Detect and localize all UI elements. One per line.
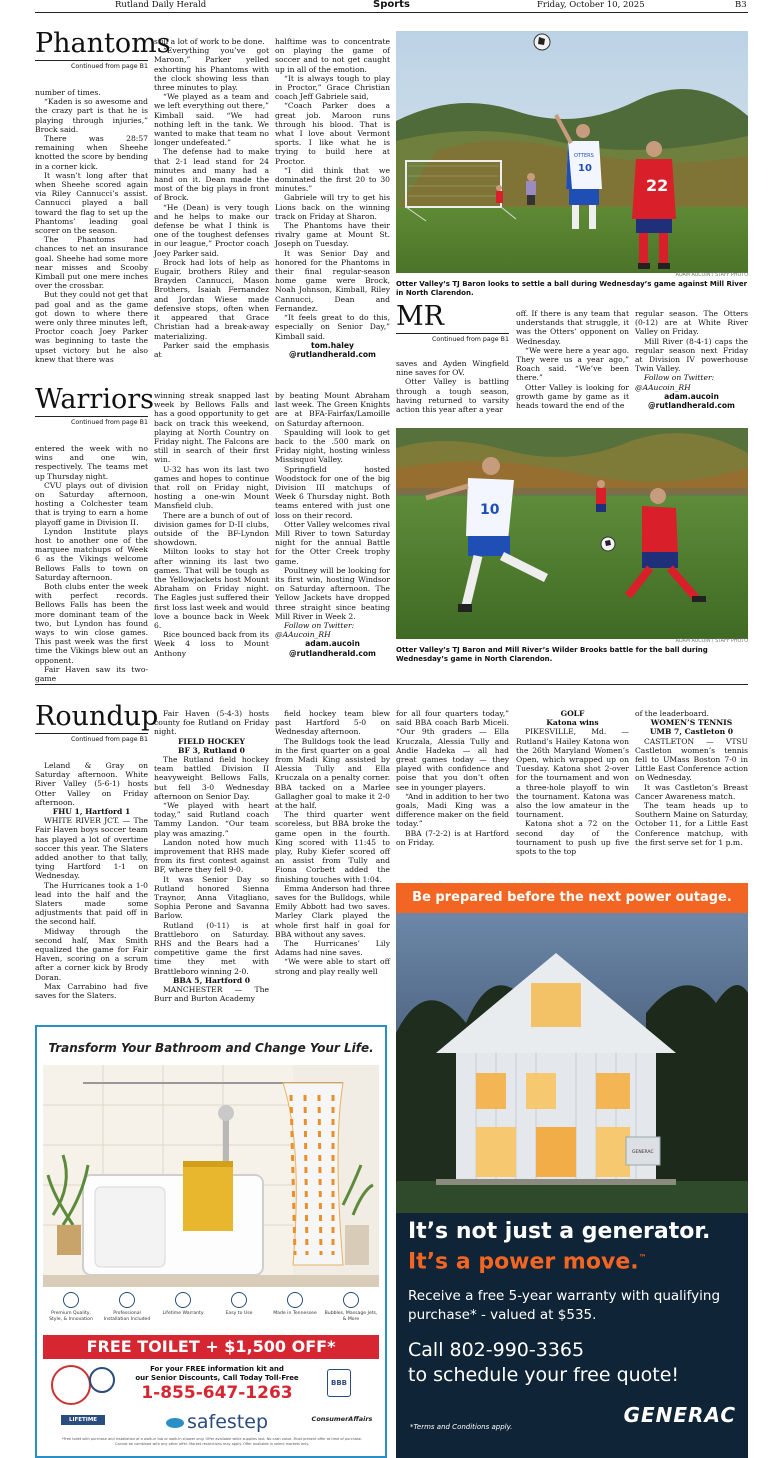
paragraph: The Hurricanes took a 1-0 lead into the half and the Slaters made some adjustments that paid off in the second half. (35, 880, 148, 927)
warriors-headline: Warriors (35, 384, 154, 415)
subhead: BBA 5, Hartford 0 (172, 975, 251, 985)
generac-tagline-2-text: It’s a power move. (408, 1249, 639, 1275)
hand-icon (231, 1292, 247, 1308)
paragraph: Fair Haven saw its two-game (35, 664, 148, 684)
feature-label: Lifetime Warranty (162, 1311, 204, 1316)
safestep-offer-banner: FREE TOILET + $1,500 OFF* (43, 1335, 379, 1359)
safestep-logo-icon (166, 1418, 184, 1428)
safestep-fine-print: *Free toilet with purchase and installation of a walk-in tub or walk-in shower only. Offer available while supplies last. No cash value. Must present offer at time of purchase. Cannot be combined with any other offer. Market restrictions may apply. Offer available in select markets only. (61, 1437, 363, 1446)
safestep-logo (147, 1411, 287, 1433)
feature-label: Bubbles, Massage Jets, & More (324, 1311, 378, 1322)
safestep-info-line-2: our Senior Discounts, Call Today Toll-Free (135, 1374, 299, 1382)
page-number: B3 (735, 0, 747, 10)
photo-1-caption: Otter Valley’s TJ Baron looks to settle a ball during Wednesday’s game against Mill River in North Clarendon. (396, 280, 748, 297)
paragraph: Mill River (8-4-1) caps the regular season next Friday at Division IV powerhouse Twin Valley. (635, 336, 748, 374)
byline-email[interactable]: @rutlandherald.com (648, 401, 735, 411)
map-pin-icon (287, 1292, 303, 1308)
roundup-column-5 (516, 709, 629, 869)
paragraph: Spaulding will look to get back to the .500 mark on Friday night, hosting winless Missisquoi Valley. (275, 427, 390, 465)
feature-label: Premium Quality, Style, & Innovation (49, 1311, 93, 1322)
walk-in-tub-image (43, 1065, 379, 1287)
paragraph: Midway through the second half, Max Smith equalized the game for Fair Haven, scoring on a scrum after a corner kick by Brody Doran. (35, 926, 148, 982)
generator-unit-label: GENERAC (632, 1150, 654, 1155)
phantoms-column-2 (154, 37, 269, 362)
section-divider (35, 684, 748, 685)
paragraph: Parker said the emphasis at (154, 340, 269, 359)
paragraph: CASTLETON — VTSU Castleton women’s tennis fell to UMass Boston 7-0 in Little East Conference action on Wednesday. (635, 736, 748, 783)
paragraph: winning streak snapped last week by Bellows Falls and has a good opportunity to get back on track this weekend, playing at North Country on Friday night. The Falcons are still in search of their first win. (154, 391, 269, 465)
paragraph: Fair Haven (5-4-3) hosts county foe Rutland on Friday night. (154, 709, 269, 737)
roundup-column-2 (154, 709, 269, 1017)
mr-column-1 (396, 359, 509, 425)
paragraph: Landon noted how much improvement that RHS made from its first contest against BF, where they fell 9-0. (154, 837, 269, 875)
paragraph: still a lot of work to be done. (154, 37, 265, 46)
paragraph: The team heads up to Southern Maine on Saturday, October 11, for a Little East Conference matchup, with the first serve set for 1 p.m. (635, 801, 748, 847)
bbb-badge: BBB (327, 1369, 351, 1397)
warriors-column-3 (275, 391, 390, 669)
lifetime-badge: LIFETIME (61, 1415, 105, 1425)
byline-name: adam.aucoin (305, 639, 360, 649)
section-name: Sports (373, 0, 410, 10)
issue-date: Friday, October 10, 2025 (537, 0, 645, 10)
quality-badge-icon (63, 1292, 79, 1308)
paragraph: entered the week with no wins and one win, respectively. The teams met up Thursday night. (35, 444, 148, 481)
paragraph: Gabriele will try to get his Lions back on the winning track on Friday at Sharon. (275, 193, 390, 221)
feature-item (268, 1289, 322, 1335)
paragraph: Springfield hosted Woodstock for one of the big Division III matchups of Week 6 Thursday night. Both teams entered with just one loss on their record. (275, 464, 390, 520)
paragraph: halftime was to concentrate on playing the game of soccer and to not get caught up in all of the emotion. (275, 37, 390, 74)
paragraph: It was Senior Day and honored for the Phantoms in their final regular-season home game were Brock, Noah Johnson, Kimball, Riley Cannucci, Dean and Fernandez. (275, 248, 390, 313)
paragraph: “Coach Parker does a great job. Maroon runs through his blood. That is what I love about Vermont sports. I like what he is trying to build here at Proctor. (275, 101, 390, 166)
soccer-photo-1 (396, 31, 748, 273)
paragraph: “Kaden is so awesome and the crazy part is that he is playing through injuries,” Brock said. (35, 97, 148, 134)
paragraph: Emma Anderson had three saves for the Bulldogs, while Emily Abbott had two saves. Marley Clark played the whole first half in goal for BBA without any saves. (275, 883, 390, 939)
photo-1-credit: ADAM AUCOIN / STAFF PHOTO (675, 273, 748, 278)
mr-headline: MR (396, 301, 444, 332)
feature-item (156, 1289, 210, 1335)
safestep-info (117, 1365, 317, 1383)
subhead: Katona wins (546, 718, 599, 728)
paragraph: PIKESVILLE, Md. — Rutland’s Hailey Katona won the 26th Maryland Women’s Open, which wrapped up on Tuesday. Katona shot 2-over for the tournament and won a three-hole playoff to win the tournament. Katona was also the low amateur in the tournament. (516, 727, 629, 820)
roundup-column-1 (35, 761, 148, 1017)
paragraph: The Phantoms had chances to net an insurance goal. Sheehe had some more near misses and Scooby Kimball put one mere inches over the crossbar. (35, 235, 148, 291)
paragraph: “And in addition to her two goals, Madi King was a difference maker on the field today.” (396, 791, 509, 829)
safestep-headline: Transform Your Bathroom and Change Your Life. (48, 1041, 374, 1055)
phantoms-headline: Phantoms (35, 28, 171, 59)
paragraph: Rice bounced back from its Week 4 loss to Mount Anthony (154, 630, 269, 658)
roundup-headline: Roundup (35, 701, 159, 732)
subhead: GOLF (560, 709, 585, 718)
paragraph: “He (Dean) is very tough and he helps to make our defense be what I think is one of the toughest defenses in our league,” Proctor coach Joey Parker said. (154, 202, 269, 258)
paragraph: There was 28:57 remaining when Sheehe knotted the score by bending in a corner kick. (35, 134, 148, 171)
soccer-photo-2-image (396, 428, 748, 639)
bubbles-icon (343, 1292, 359, 1308)
paragraph: Rutland (0-11) is at Brattleboro on Saturday. RHS and the Bears had a competitive game the first time they met with Brattleboro winning 2-0. (154, 920, 269, 976)
subhead: FHU 1, Hartford 1 (52, 807, 131, 817)
paragraph: of the leaderboard. (635, 709, 709, 718)
paragraph: Otter Valley is looking for growth game by game as it heads toward the end of the (516, 382, 629, 411)
paragraph: by beating Mount Abraham last week. The Green Knights are at BFA-Fairfax/Lamoille on Saturday afternoon. (275, 391, 390, 428)
roundup-headline-block (35, 701, 159, 743)
paragraph: The Phantoms have their rivalry game at Mount St. Joseph on Tuesday. (275, 221, 390, 249)
generac-ad[interactable] (396, 883, 748, 1458)
generac-tagline-1: It’s not just a generator. (408, 1219, 711, 1244)
twitter-handle[interactable]: Follow on Twitter: @AAucoin_RH (275, 621, 355, 640)
jersey-number-22: 22 (646, 176, 669, 195)
warriors-column-2 (154, 391, 269, 669)
paragraph: regular season. The Otters (0-12) are at White River Valley on Friday. (635, 309, 748, 337)
paragraph: “We were here a year ago. They were us a year ago,” Roach said. “We’ve been there.” (516, 345, 629, 383)
paragraph: Otter Valley welcomes rival Mill River to town Saturday night for the annual Battle for the Otter Creek trophy game. (275, 519, 390, 566)
paragraph: Max Carrabino had five saves for the Slaters. (35, 981, 148, 1001)
paragraph: Lyndon Institute plays host to another one of the marquee matchups of Week 6 as the Vikings welcome Bellows Falls to town on Saturday afternoon. (35, 526, 148, 582)
warriors-continued: Continued from page B1 (35, 416, 148, 426)
paragraph: “It feels great to do this, especially on Senior Day,” Kimball said. (275, 313, 390, 341)
feature-item (100, 1289, 154, 1335)
paragraph: It wasn’t long after that when Sheehe scored again via Riley Cannucci’s assist. Cannucci played a ball toward the flag to set up the Phantoms’ leading goal scorer on the season. (35, 170, 148, 236)
paragraph: “We played with heart today,” said Rutland coach Tammy Landon. “Our team play was amazing.” (154, 801, 269, 838)
paragraph: Brock had lots of help as Eugair, brothers Riley and Brayden Cannucci, Mason Brothers, Isaiah Fernandez and Jordan Wiese made defensive stops, often when it appeared that Grace Christian had a break-away materializing. (154, 257, 269, 341)
photo-2-jersey-number: 10 (480, 502, 500, 518)
safestep-ad[interactable] (35, 1025, 387, 1458)
paragraph: Milton looks to stay hot after winning its last two games. That will be tough as the Yellowjackets host Mount Abraham on Friday night. The Eagles just suffered their first loss last week and would love a bounce back in Week 6. (154, 547, 269, 631)
paragraph: number of times. (35, 88, 101, 97)
roundup-column-6 (635, 709, 748, 869)
soccer-photo-1-image (396, 31, 748, 273)
award-seal-icon (51, 1365, 91, 1405)
generac-logo: GENERAC (623, 1403, 736, 1427)
mr-headline-block (396, 302, 509, 343)
feature-item (212, 1289, 266, 1335)
paragraph: U-32 has won its last two games and hopes to continue that roll on Friday night, hosting a one-win Mount Mansfield club. (154, 464, 269, 511)
mr-continued: Continued from page B1 (396, 333, 509, 343)
subhead: FIELD HOCKEY (178, 736, 245, 746)
paragraph: The Hurricanes’ Lily Adams had nine saves. (275, 939, 390, 958)
byline-email[interactable]: @rutlandherald.com (289, 349, 376, 359)
twitter-handle[interactable]: Follow on Twitter: @AAucoin_RH (635, 373, 715, 392)
award-medal-icon (89, 1367, 115, 1393)
feature-item (44, 1289, 98, 1335)
paragraph: Katona shot a 72 on the second day of the tournament to push up five spots to the top (516, 819, 629, 857)
mr-column-2 (516, 309, 629, 425)
paragraph: field hockey team blew past Hartford 5-0 on Wednesday afternoon. (275, 709, 390, 737)
paragraph: There are a bunch of out of division games for D-II clubs, outside of the BF-Lyndon showdown. (154, 510, 269, 548)
trademark: ™ (638, 1253, 647, 1262)
safestep-brand: safestep (186, 1411, 269, 1433)
generac-call-line-2: to schedule your free quote! (408, 1364, 680, 1386)
paragraph: BBA (7-2-2) is at Hartford on Friday. (396, 828, 509, 847)
paragraph: “Everything you’ve got Maroon,” Parker yelled exhorting his Phantoms with the clock showing less than three minutes to play. (154, 46, 269, 93)
paragraph: CVU plays out of division on Saturday afternoon, hosting a Colchester team that is trying to earn a home playoff game in Division II. (35, 480, 148, 527)
paragraph: Both clubs enter the week with perfect records. Bellows Falls has been the more dominant team of the two, but Lyndon has found ways to win close games. This past week was the first time the Vikings blew out an opponent. (35, 582, 148, 665)
warriors-headline-block (35, 384, 154, 426)
wrench-icon (119, 1292, 135, 1308)
paragraph: WHITE RIVER JCT. — The Fair Haven boys soccer team has played a lot of overtime soccer this year. The Slaters added another to that tally, tying Hartford 1-1 on Wednesday. (35, 816, 148, 881)
subhead: UMB 7, Castleton 0 (649, 727, 734, 737)
byline-email[interactable]: @rutlandherald.com (289, 648, 376, 658)
roundup-continued: Continued from page B1 (35, 733, 148, 743)
paragraph: off. If there is any team that understands that struggle, it was the Otters’ opponent on Wednesday. (516, 309, 629, 346)
soccer-photo-2 (396, 428, 748, 639)
safestep-phone[interactable]: 1-855-647-1263 (141, 1383, 293, 1403)
roundup-column-3 (275, 709, 390, 1017)
house-at-dusk-image (396, 913, 748, 1213)
paragraph: “It is always tough to play in Proctor,” Grace Christian coach Jeff Gabriele said, (275, 73, 390, 102)
mr-column-3 (635, 309, 748, 425)
paragraph: “I did think that we dominated the first 20 to 30 minutes.” (275, 165, 390, 194)
jersey-text-otters: OTTERS (574, 153, 594, 159)
generac-call[interactable] (408, 1338, 744, 1388)
paragraph: Otter Valley is battling through a tough season, having returned to varsity action this year after a year (396, 377, 509, 415)
paragraph: for all four quarters today,” said BBA coach Barb Miceli. “Our 9th graders — Ella Kruczala, Alessia Tully and Andie Hadeka — all had great games today — they played with confidence and poise that you don’t often see in younger players. (396, 709, 509, 792)
paragraph: It was Senior Day so Rutland honored Sienna Traynor, Anna Vitagliano, Sophia Perone and Savanna Barlow. (154, 874, 269, 921)
paragraph: The Bulldogs took the lead in the first quarter on a goal from Madi King assisted by Alessia Tully and Ella Kruczala on a penalty corner. BBA tacked on a Marlee Gallagher goal to make it 2-0 at the half. (275, 736, 390, 811)
roundup-column-4 (396, 709, 509, 869)
generac-banner: Be prepared before the next power outage. (396, 883, 748, 913)
safestep-info-line-1: For your FREE information kit and (150, 1365, 284, 1373)
byline-name: adam.aucoin (664, 391, 719, 401)
feature-label: Made in Tennessee (273, 1311, 317, 1316)
warriors-column-1 (35, 444, 148, 684)
photo-2-credit: ADAM AUCOIN / STAFF PHOTO (675, 639, 748, 644)
feature-item (324, 1289, 378, 1335)
subhead: BF 3, Rutland 0 (178, 745, 245, 755)
jersey-number-10: 10 (578, 163, 592, 174)
paper-name: Rutland Daily Herald (115, 0, 207, 10)
paragraph: MANCHESTER — The Burr and Burton Academy (154, 985, 269, 1004)
generac-call-line-1[interactable]: Call 802-990-3365 (408, 1339, 585, 1361)
shield-icon (175, 1292, 191, 1308)
paragraph: The third quarter went scoreless, but BBA broke the game open in the fourth. King scored with 11:45 to play, Ruby Kiefer scored off an assist from Tully and Fiona Corbett added the finishing touches with 1:04. (275, 810, 390, 884)
generac-warranty: Receive a free 5-year warranty with qualifying purchase* - valued at $535. (408, 1288, 721, 1323)
paragraph: It was Castleton’s Breast Cancer Awareness match. (635, 782, 748, 801)
paragraph: But they could not get that pad goal and as the game got down to where there were only three minutes left, Proctor coach Joey Parker was beginning to taste the upset victory but he also knew that there was (35, 290, 148, 364)
generac-terms: *Terms and Conditions apply. (410, 1423, 513, 1431)
paragraph: The defense had to make that 2-1 lead stand for 24 minutes and many had a hand on it. Dean made the most of the big plays in front of Brock. (154, 147, 269, 203)
phantoms-column-1 (35, 88, 148, 364)
paragraph: “We played as a team and we left everything out there,” Kimball said. “We had nothing left in the tank. We wanted to make that team no longer undefeated.” (154, 92, 269, 148)
consumer-affairs-badge: ConsumerAffairs (311, 1415, 373, 1423)
paragraph: Poultney will be looking for its first win, hosting Windsor on Saturday afternoon. The Yellow Jackets have dropped three straight since beating Mill River in Week 2. (275, 565, 390, 621)
feature-label: Professional Installation Included (103, 1311, 151, 1322)
paragraph: saves and Ayden Wingfield nine saves for OV. (396, 359, 509, 378)
phantoms-continued: Continued from page B1 (35, 60, 148, 70)
masthead (35, 0, 748, 13)
phantoms-headline-block (35, 28, 171, 70)
subhead: WOMEN’S TENNIS (650, 718, 733, 728)
paragraph: The Rutland field hockey team battled Division II heavyweight Bellows Falls, but fell 3-0 Wednesday afternoon on Senior Day. (154, 755, 269, 801)
safestep-features (43, 1289, 379, 1335)
paragraph: Leland & Gray on Saturday afternoon. White River Valley (5-6-1) hosts Otter Valley on Friday afternoon. (35, 761, 148, 807)
phantoms-column-3 (275, 37, 390, 362)
feature-label: Easy to Use (225, 1311, 253, 1316)
photo-2-caption: Otter Valley’s TJ Baron and Mill River’s Wilder Brooks battle for the ball during Wednesday’s game in North Clarendon. (396, 646, 708, 663)
paragraph: “We were able to start off strong and play really well (275, 957, 390, 976)
generac-tagline-2 (408, 1245, 744, 1275)
byline-name: tom.haley (311, 340, 354, 350)
